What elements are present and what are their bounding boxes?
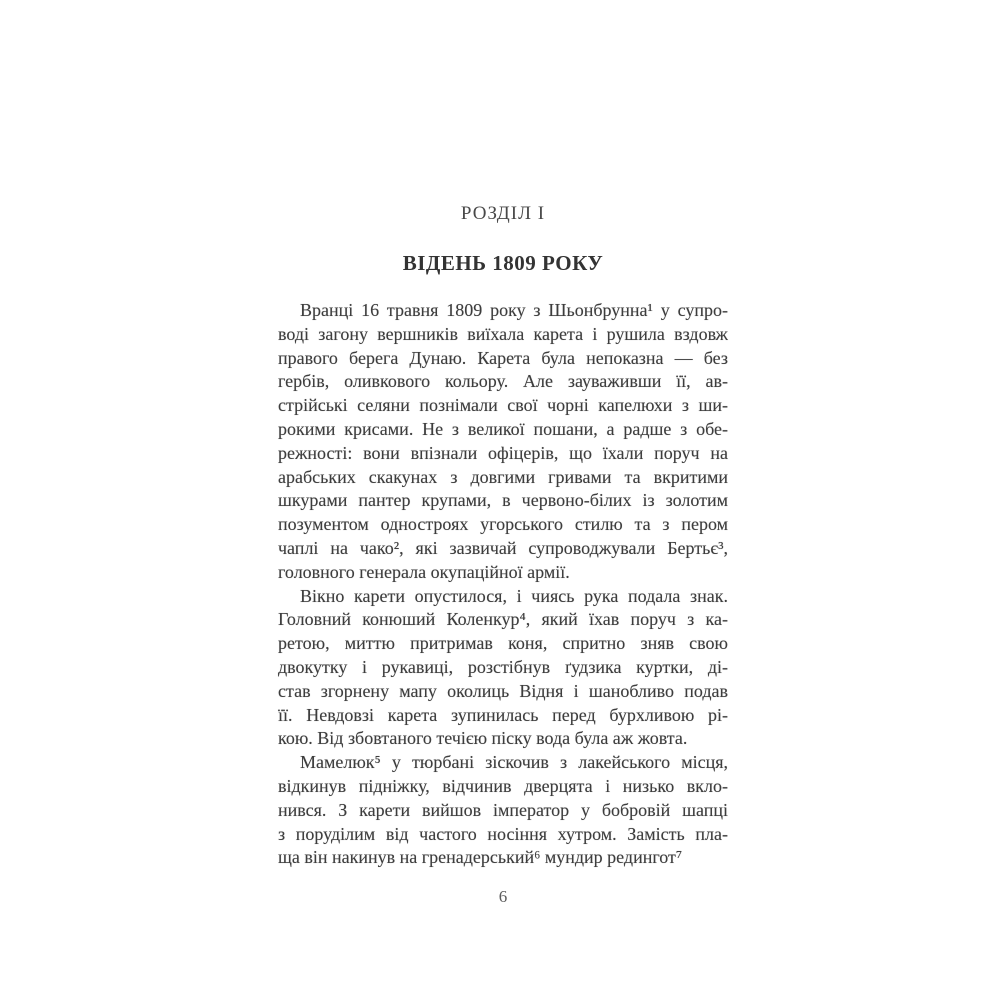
text-line: Вранці 16 травня 1809 року з Шьонбрунна¹ у супро- [300, 300, 728, 320]
text-line: Вікно карети опустилося, і чиясь рука подала знак. [300, 585, 728, 606]
text-line: правого берега Дунаю. Карета була непоказна — без [278, 347, 728, 368]
text-line: головного генерала окупаційної армії. [278, 561, 570, 582]
text-line: її. Невдовзі карета зупинилась перед бурхливою рі- [278, 704, 728, 725]
book-page [278, 0, 728, 907]
page-number: 6 [498, 887, 508, 907]
text-line: стрійські селяни познімали свої чорні капелюхи з ши- [278, 395, 728, 416]
text-line: Мамелюк⁵ у тюрбані зіскочив з лакейського місця, [300, 752, 728, 773]
text-line: став згорнену мапу околиць Відня і шанобливо подав [278, 680, 728, 701]
text-line: шкурами пантер крупами, в червоно-білих із золотим [278, 490, 728, 511]
text-line: нився. З карети вийшов імператор у бобровій шапці [278, 799, 728, 820]
chapter-label: РОЗДІЛ I [460, 203, 546, 224]
paragraph [278, 299, 728, 585]
text-line: гербів, оливкового кольору. Але зауваживши її, ав- [278, 371, 728, 392]
text-line: двокутку і рукавиці, розстібнув ґудзика куртки, ді- [278, 656, 728, 677]
text-line: арабських скакунах з довгими гривами та вкритими [278, 466, 728, 487]
text-line: з поруділим від частого носіння хутром. Замість пла- [278, 823, 728, 844]
text-line: Головний конюший Коленкур⁴, який їхав поруч з ка- [278, 609, 728, 630]
text-line: ретою, миттю притримав коня, спритно зняв свою [278, 633, 728, 654]
text-line: відкинув підніжку, відчинив дверцята і низько вкло- [278, 775, 728, 796]
text-line: рокими крисами. Не з великої пошани, а радше з обе- [278, 418, 728, 439]
text-line: режності: вони впізнали офіцерів, що їхали поруч на [278, 442, 728, 463]
text-line: воді загону вершників виїхала карета і рушила вздовж [278, 323, 728, 344]
text-line: ща він накинув на гренадерський⁶ мундир редингот⁷ [278, 847, 683, 868]
chapter-title: ВІДЕНЬ 1809 РОКУ [402, 251, 604, 275]
paragraph [278, 585, 728, 752]
text-line: позументом одностроях угорського стилю та з пером [278, 514, 728, 535]
text-line: кою. Від збовтаного течією піску вода була аж жовта. [278, 728, 688, 749]
text-line: чаплі на чако², які зазвичай супроводжували Бертьє³, [278, 537, 728, 558]
paragraph [278, 751, 728, 870]
paragraphs [278, 299, 728, 870]
